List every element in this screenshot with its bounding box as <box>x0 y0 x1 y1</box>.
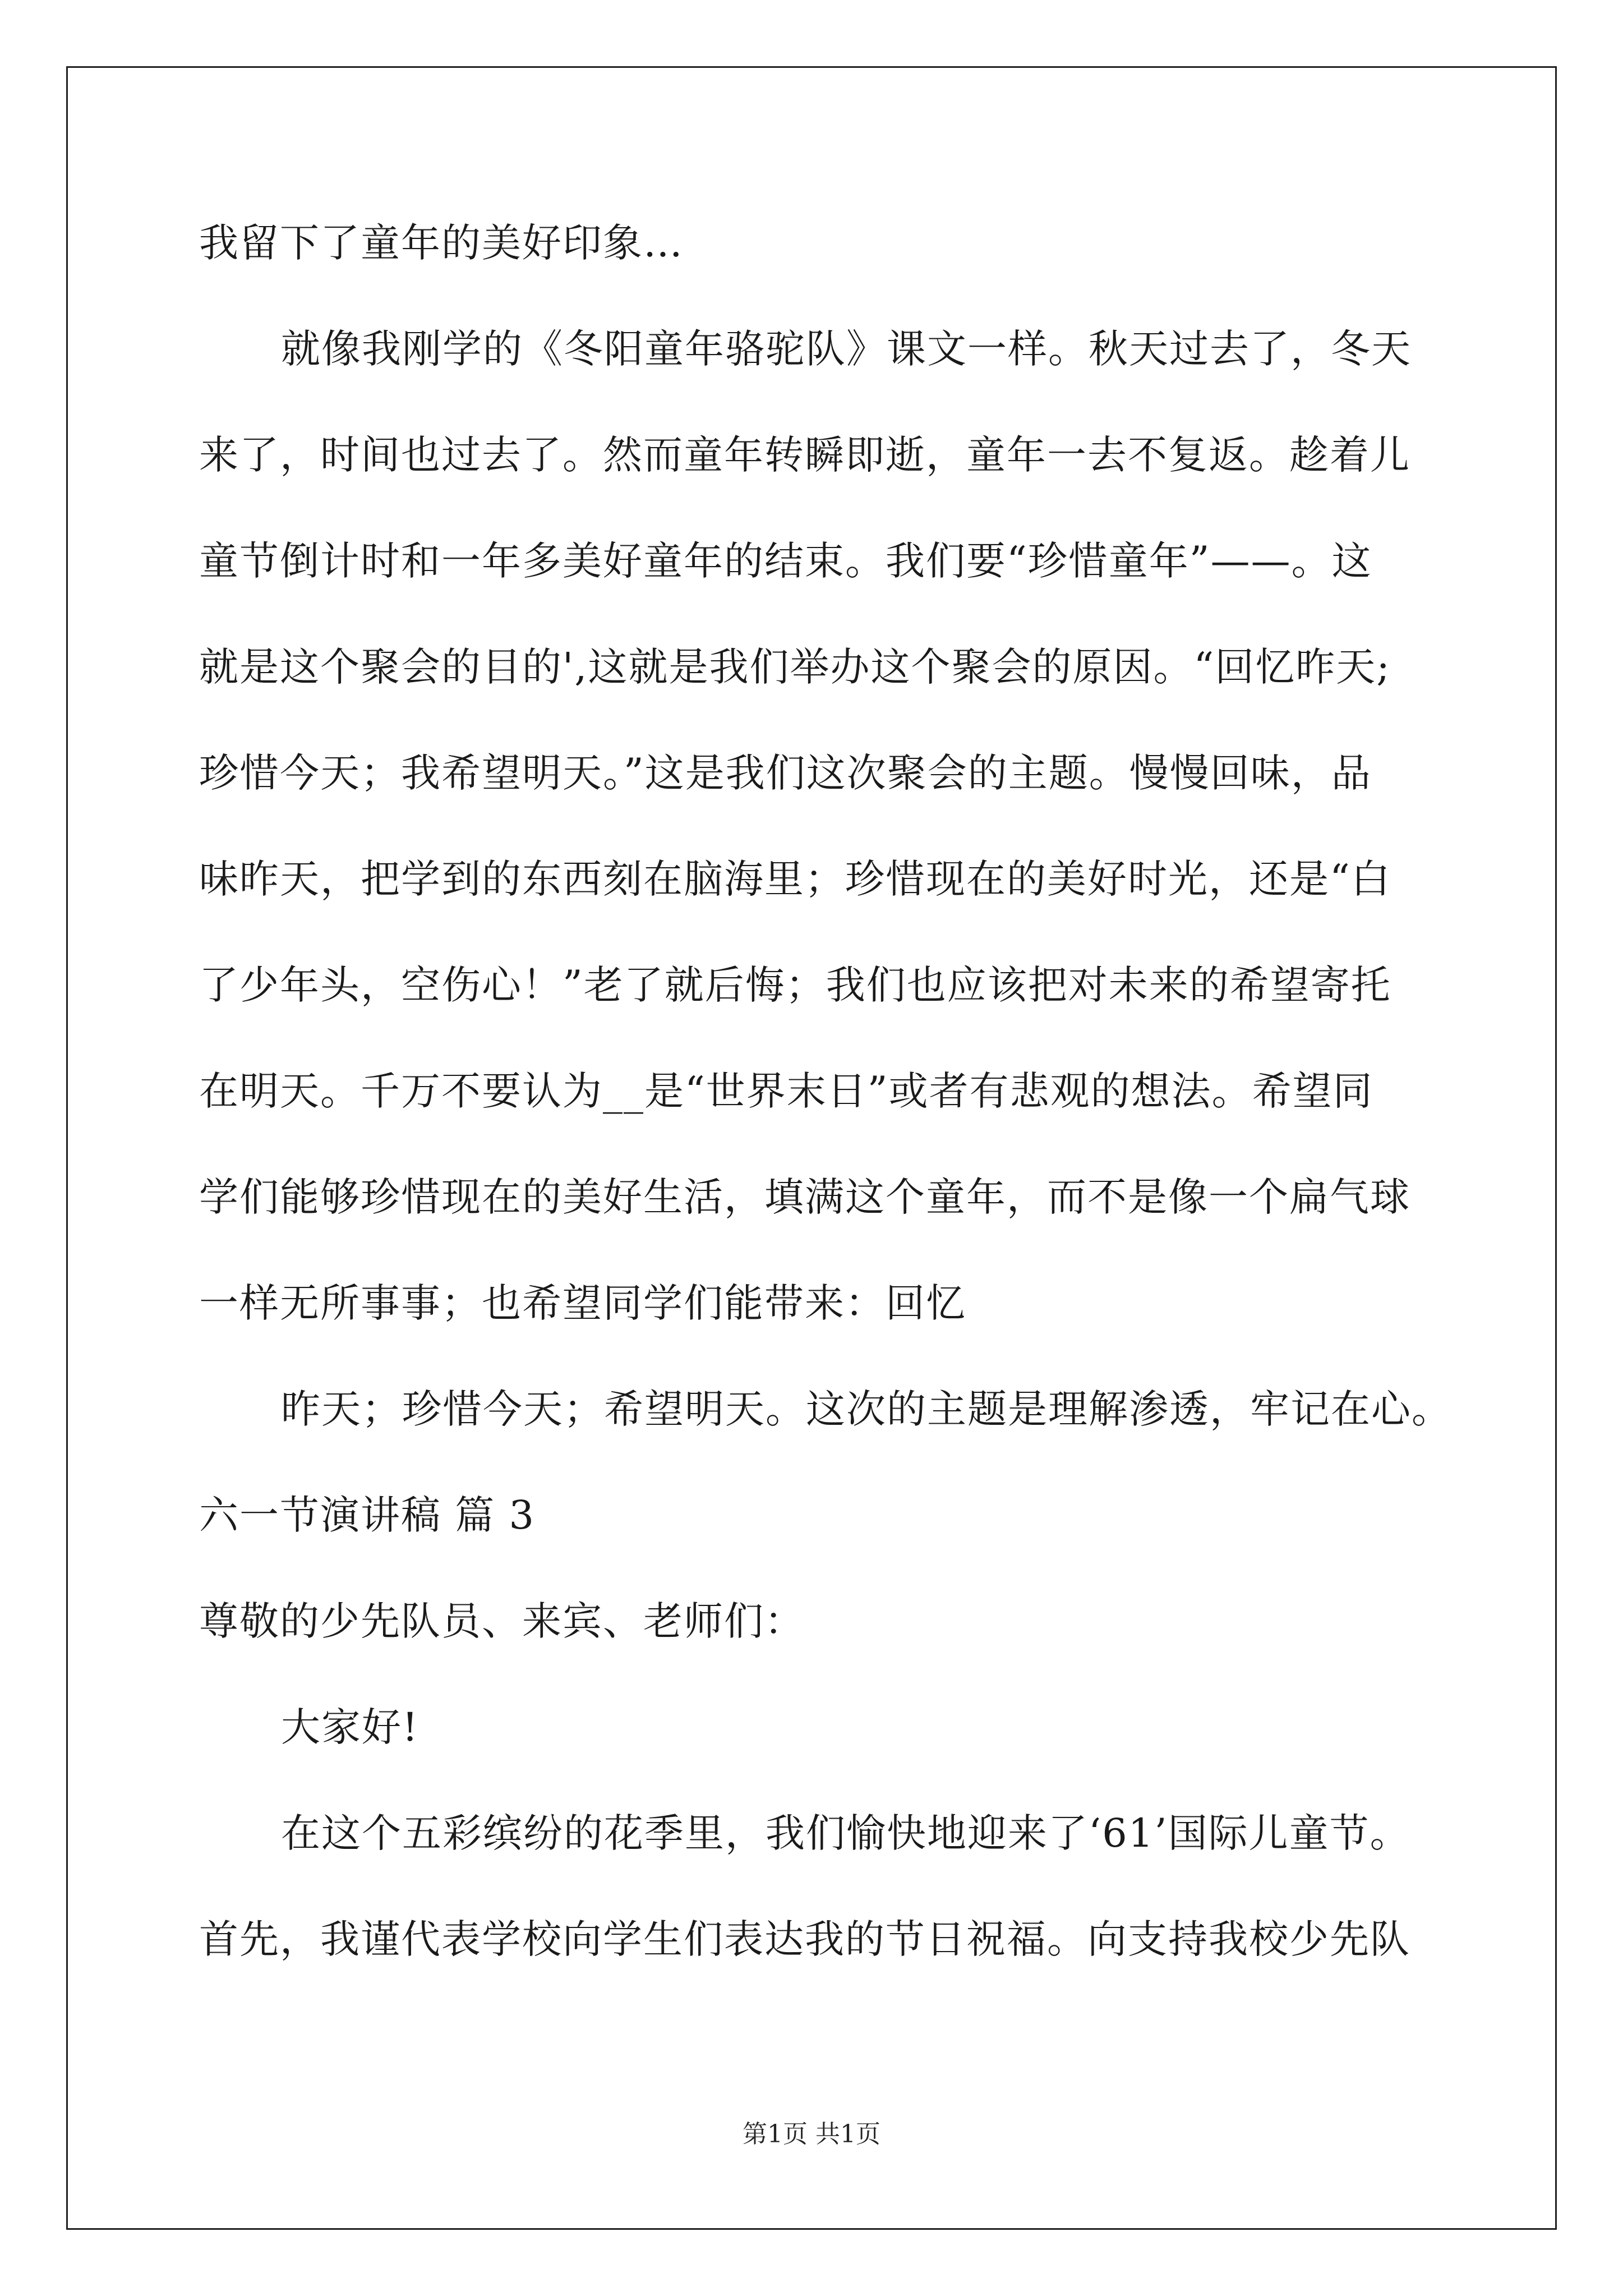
text-line: 了少年头，空伤心！”老了就后悔；我们也应该把对未来的希望寄托 <box>199 962 1391 1008</box>
section-heading: 六一节演讲稿 篇 3 <box>199 1492 536 1538</box>
text-line: 学们能够珍惜现在的美好生活，填满这个童年，而不是像一个扁气球 <box>199 1174 1410 1220</box>
text-line: 味昨天，把学到的东西刻在脑海里；珍惜现在的美好时光，还是“白 <box>199 856 1391 902</box>
text-line: 童节倒计时和一年多美好童年的结束。我们要“珍惜童年”——。这 <box>199 538 1372 584</box>
page-footer: 第1页 共1页 <box>743 2120 880 2148</box>
text-line: 昨天；珍惜今天；希望明天。这次的主题是理解渗透，牢记在心。 <box>281 1386 1452 1432</box>
document-body <box>199 220 1453 2026</box>
text-line: 就是这个聚会的目的',这就是我们举办这个聚会的原因。“回忆昨天; <box>199 644 1391 690</box>
text-line: 首先，我谨代表学校向学生们表达我的节日祝福。向支持我校少先队 <box>199 1916 1410 1962</box>
text-line: 在明天。千万不要认为__是“世界末日”或者有悲观的想法。希望同 <box>199 1068 1373 1114</box>
text-line: 珍惜今天；我希望明天。”这是我们这次聚会的主题。慢慢回味，品 <box>199 750 1372 796</box>
text-line: 就像我刚学的《冬阳童年骆驼队》课文一样。秋天过去了，冬天 <box>281 326 1412 372</box>
salutation: 尊敬的少先队员、来宾、老师们： <box>199 1598 805 1644</box>
text-line: 我留下了童年的美好印象… <box>199 220 684 266</box>
text-line: 在这个五彩缤纷的花季里，我们愉快地迎来了‘61’国际儿童节。 <box>281 1810 1410 1856</box>
text-line: 一样无所事事；也希望同学们能带来：回忆 <box>199 1280 966 1326</box>
text-line: 来了，时间也过去了。然而童年转瞬即逝，童年一去不复返。趁着儿 <box>199 432 1410 478</box>
greeting: 大家好! <box>281 1704 419 1750</box>
